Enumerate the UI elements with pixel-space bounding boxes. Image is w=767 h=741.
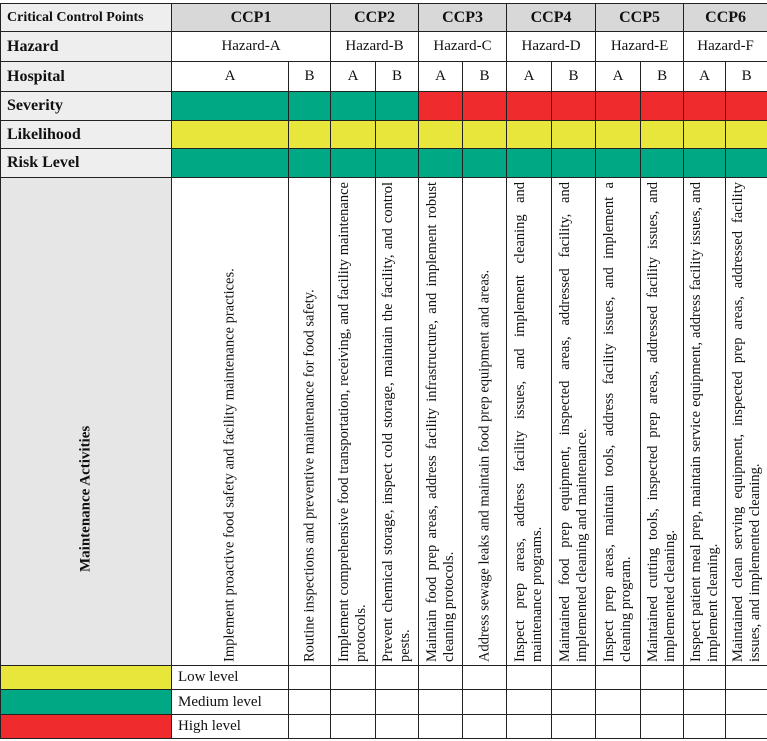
severity-cell — [419, 92, 463, 121]
risk-cell — [172, 149, 289, 178]
ccp-header: CCP6 — [684, 4, 767, 32]
legend-swatch-low — [1, 666, 172, 690]
severity-cell — [552, 92, 596, 121]
activity-text: Maintained clean serving equipment, inspected prep areas, addressed facility issues, and implemented cleaning. — [729, 181, 763, 662]
legend-swatch-high — [1, 715, 172, 739]
activity-cell — [507, 178, 552, 666]
likelihood-cell — [552, 121, 596, 149]
severity-cell — [172, 92, 289, 121]
maintenance-label-cell — [1, 178, 172, 666]
risk-cell — [641, 149, 684, 178]
activity-text: Implement proactive food safety and facility maintenance practices. — [221, 267, 238, 662]
activity-cell — [289, 178, 331, 666]
risk-cell — [596, 149, 641, 178]
likelihood-cell — [641, 121, 684, 149]
activity-cell — [726, 178, 767, 666]
activity-cell — [641, 178, 684, 666]
severity-cell — [684, 92, 726, 121]
severity-cell — [507, 92, 552, 121]
likelihood-cell — [331, 121, 376, 149]
risk-matrix-table — [0, 3, 767, 739]
severity-cell — [641, 92, 684, 121]
risk-level-row — [1, 149, 767, 178]
risk-cell — [419, 149, 463, 178]
hospital-cell: B — [552, 62, 596, 92]
risk-cell — [376, 149, 419, 178]
legend-label-medium: Medium level — [172, 690, 289, 715]
ccp-row — [1, 4, 767, 32]
hospital-cell: A — [419, 62, 463, 92]
activity-cell — [376, 178, 419, 666]
ccp-header: CCP4 — [507, 4, 596, 32]
hazard-cell: Hazard-F — [684, 32, 767, 62]
hazard-cell: Hazard-D — [507, 32, 596, 62]
risk-cell — [552, 149, 596, 178]
likelihood-cell — [507, 121, 552, 149]
activity-cell — [463, 178, 507, 666]
legend-row-medium — [1, 690, 767, 715]
activity-text: Prevent chemical storage, inspect cold storage, maintain the facility, and control pests. — [380, 181, 414, 662]
risk-cell — [507, 149, 552, 178]
hospital-cell: A — [684, 62, 726, 92]
activity-text: Maintained cutting tools, inspected prep areas, addressed facility issues, and implemented cleaning. — [645, 181, 679, 662]
severity-cell — [726, 92, 767, 121]
hazard-cell: Hazard-C — [419, 32, 507, 62]
likelihood-cell — [172, 121, 289, 149]
hospital-cell: A — [596, 62, 641, 92]
risk-cell — [726, 149, 767, 178]
ccp-header: CCP5 — [596, 4, 684, 32]
hospital-cell: B — [376, 62, 419, 92]
activity-text: Implement comprehensive food transportation, receiving, and facility maintenance protocols. — [336, 181, 370, 662]
hospital-cell: B — [726, 62, 767, 92]
hazard-row — [1, 32, 767, 62]
activity-cell — [419, 178, 463, 666]
risk-cell — [463, 149, 507, 178]
legend-label-high: High level — [172, 715, 289, 739]
ccp-header: CCP2 — [331, 4, 419, 32]
likelihood-cell — [289, 121, 331, 149]
activity-cell — [596, 178, 641, 666]
maintenance-label: Maintenance Activities — [77, 425, 94, 572]
ccp-header: CCP3 — [419, 4, 507, 32]
hospital-cell: A — [507, 62, 552, 92]
likelihood-cell — [463, 121, 507, 149]
activity-text: Address sewage leaks and maintain food prep equipment and areas. — [476, 269, 493, 662]
ccp-header: CCP1 — [172, 4, 331, 32]
likelihood-label: Likelihood — [1, 121, 172, 149]
hospital-cell: A — [331, 62, 376, 92]
legend-row-high — [1, 715, 767, 739]
risk-level-label: Risk Level — [1, 149, 172, 178]
hospital-label: Hospital — [1, 62, 172, 92]
risk-cell — [331, 149, 376, 178]
likelihood-cell — [376, 121, 419, 149]
activity-cell — [331, 178, 376, 666]
likelihood-cell — [684, 121, 726, 149]
legend-label-low: Low level — [172, 666, 289, 690]
activity-text: Maintained food prep equipment, inspected areas, addressed facility, and implemented cleaning and maintenance. — [556, 181, 590, 662]
activity-cell — [684, 178, 726, 666]
maintenance-row — [1, 178, 767, 666]
hazard-cell: Hazard-A — [172, 32, 331, 62]
likelihood-cell — [419, 121, 463, 149]
activity-cell — [172, 178, 289, 666]
legend-swatch-medium — [1, 690, 172, 715]
severity-label: Severity — [1, 92, 172, 121]
risk-cell — [289, 149, 331, 178]
legend-row-low — [1, 666, 767, 690]
hazard-cell: Hazard-B — [331, 32, 419, 62]
hospital-cell: B — [463, 62, 507, 92]
activity-text: Inspect patient meal prep, maintain service equipment, address facility issues, and implement cleaning. — [687, 181, 721, 662]
activity-text: Maintain food prep areas, address facility infrastructure, and implement robust cleaning protocols. — [423, 181, 457, 662]
activity-text: Inspect prep areas, address facility issues, and implement cleaning and maintenance programs. — [512, 181, 546, 662]
hospital-cell: B — [289, 62, 331, 92]
severity-cell — [289, 92, 331, 121]
hospital-cell: A — [172, 62, 289, 92]
severity-cell — [596, 92, 641, 121]
activity-cell — [552, 178, 596, 666]
likelihood-cell — [726, 121, 767, 149]
hazard-cell: Hazard-E — [596, 32, 684, 62]
ccp-label: Critical Control Points — [1, 4, 172, 32]
hazard-label: Hazard — [1, 32, 172, 62]
likelihood-cell — [596, 121, 641, 149]
severity-cell — [331, 92, 376, 121]
hospital-cell: B — [641, 62, 684, 92]
risk-cell — [684, 149, 726, 178]
severity-cell — [463, 92, 507, 121]
severity-cell — [376, 92, 419, 121]
severity-row — [1, 92, 767, 121]
hospital-row — [1, 62, 767, 92]
activity-text: Routine inspections and preventive maintenance for food safety. — [301, 288, 317, 662]
activity-text: Inspect prep areas, maintain tools, address facility issues, and implement a cleaning program. — [601, 181, 635, 662]
likelihood-row — [1, 121, 767, 149]
